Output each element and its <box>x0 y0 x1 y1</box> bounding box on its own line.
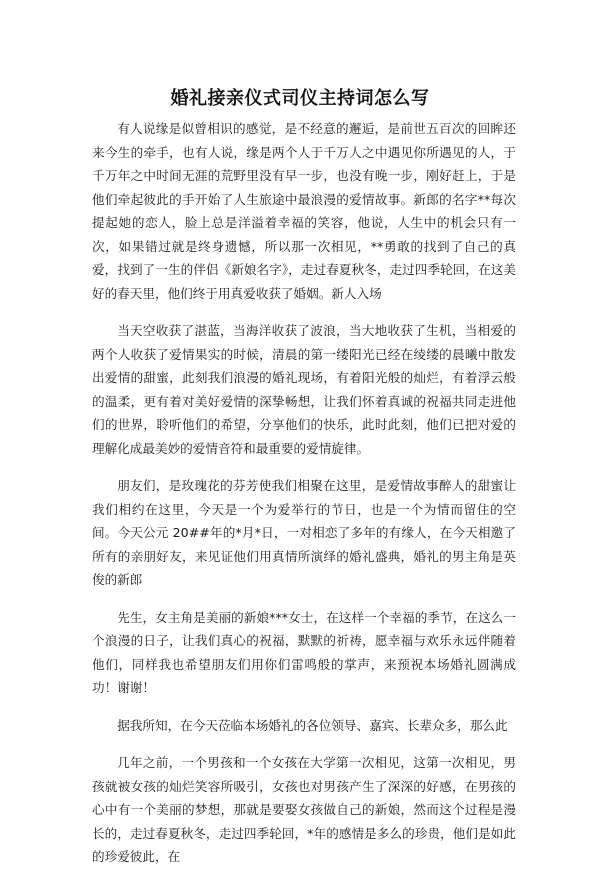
paragraph-intro: 有人说缘是似曾相识的感觉，是不经意的邂逅，是前世五百次的回眸还来今生的牵手，也有人说，缘是两个人于千万人之中遇见你所遇见的人，于千万年之中时间无涯的荒野里没有早一步，也没有晚一步，刚好赶上，于是他们牵起彼此的手开始了人生旅途中最浪漫的爱情故事。新郎的名字**每次提起她的恋人，脸上总是洋溢着幸福的笑容，他说，人生中的机会只有一次，如果错过就是终身遗憾，所以那一次相见，**勇敢的找到了自己的真爱，找到了一生的伴侣《新娘名字》，走过春夏秋冬，走过四季轮回，在这美好的春天里，他们终于用真爱收获了婚姻。新人入场 <box>92 121 516 301</box>
document-title: 婚礼接亲仪式司仪主持词怎么写 <box>170 88 430 109</box>
paragraph-friends: 朋友们，是玫瑰花的芬芳使我们相聚在这里，是爱情故事醉人的甜蜜让我们相约在这里，今天是一个为爱举行的节日，也是一个为情而留住的空间。今天公元 20##年的*月*日，一对相恋了多年的有缘人，在今天相邀了所有的亲朋好友，来见证他们用真情所演绎的婚礼盛典，婚礼的男主角是英俊的新郎 <box>92 478 516 587</box>
paragraph-harvest: 当天空收获了湛蓝，当海洋收获了波浪，当大地收获了生机，当相爱的两个人收获了爱情果实的时候，清晨的第一缕阳光已经在绫缕的晨曦中散发出爱情的甜蜜，此刻我们浪漫的婚礼现场，有着阳光般的灿烂，有着浮云般的温柔，更有着对美好爱情的深挚畅想，让我们怀着真诚的祝福共同走进他们的世界，聆听他们的希望，分享他们的快乐，此时此刻，他们已把对爱的理解化成最美妙的爱情音符和最重要的爱情旋律。 <box>92 323 516 456</box>
paragraph-story: 几年之前，一个男孩和一个女孩在大学第一次相见，这第一次相见，男孩就被女孩的灿烂笑容所吸引，女孩也对男孩产生了深深的好感，在男孩的心中有一个美丽的梦想，那就是要娶女孩做自己的新娘，然而这个过程是漫长的，走过春夏秋冬，走过四季轮回，*年的感情是多么的珍贵，他们是如此的珍爱彼此，在 <box>92 755 516 864</box>
paragraph-guests: 据我所知，在今天莅临本场婚礼的各位领导、嘉宾、长辈众多，那么此 <box>117 717 508 733</box>
document-body <box>92 117 516 869</box>
paragraph-blessing: 先生，女主角是美丽的新娘***女士，在这样一个幸福的季节，在这么一个浪漫的日子，让我们真心的祝福，默默的祈祷，愿幸福与欢乐永远伴随着他们，同样我也希望朋友们用你们雷鸣般的掌声，来预祝本场婚礼圆满成功！谢谢！ <box>92 609 516 695</box>
